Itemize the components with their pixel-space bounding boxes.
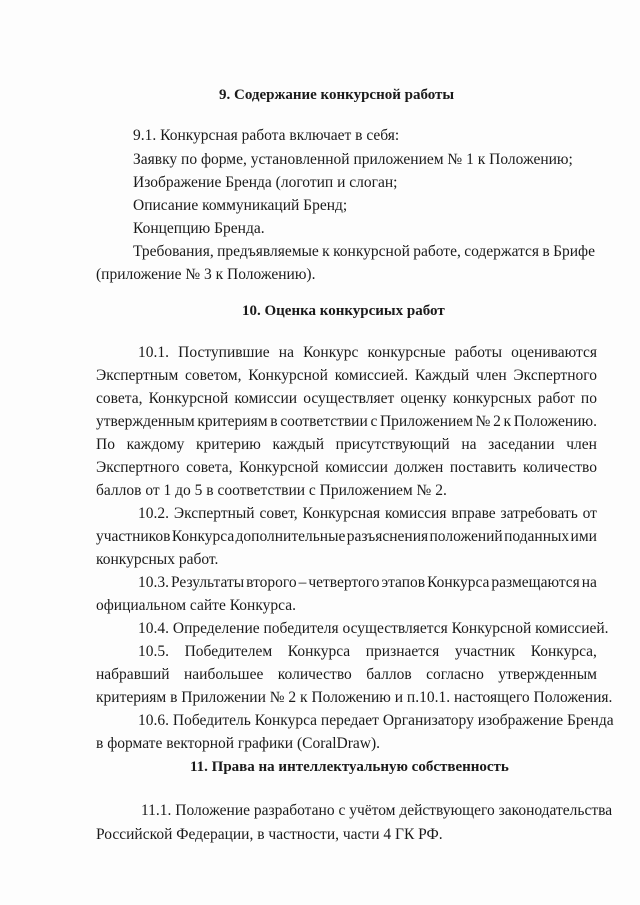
paragraph-10-1-line-4: утвержденным критериям в соответствии с Приложением № 2 к Положению.: [96, 413, 597, 430]
paragraph-10-4: 10.4. Определение победителя осуществляется Конкурсной комиссией.: [138, 620, 609, 637]
list-item-application: Заявку по форме, установленной приложением № 1 к Положению;: [133, 151, 573, 168]
paragraph-10-5-line-2: набравший наибольшее количество баллов согласно утвержденным: [96, 666, 597, 683]
paragraph-10-1-line-1: 10.1. Поступившие на Конкурс конкурсные работы оцениваются: [138, 344, 597, 361]
paragraph-10-5-line-1: 10.5. Победителем Конкурса признается участник Конкурса,: [138, 643, 597, 660]
paragraph-10-1-line-7: баллов от 1 до 5 в соответствии с Приложением № 2.: [96, 482, 447, 499]
section-10-heading: 10. Оценка конкурсиых работ: [242, 303, 445, 319]
paragraph-10-2-line-3: конкурсных работ.: [96, 551, 219, 568]
paragraph-11-1-line-1: 11.1. Положение разработано с учётом действующего законодательства: [141, 802, 613, 819]
paragraph-10-5-line-3: критериям в Приложении № 2 к Положению и п.10.1. настоящего Положения.: [96, 689, 613, 706]
paragraph-10-3-line-1: 10.3. Результаты второго – четвертого этапов Конкурса размещаются на: [138, 574, 597, 591]
paragraph-9-1: 9.1. Конкурсная работа включает в себя:: [133, 127, 400, 144]
paragraph-10-1-line-6: Экспертного совета, Конкурсной комиссии должен поставить количество: [96, 459, 597, 476]
list-item-brand-communications: Описание коммуникаций Бренд;: [133, 197, 348, 214]
paragraph-10-2-line-2: участников Конкурса дополнительные разъяснения положений поданных ими: [96, 528, 597, 545]
paragraph-11-1-line-2: Российской Федерации, в частности, части 4 ГК РФ.: [96, 826, 443, 843]
section-11-heading: 11. Права на интеллектуальную собственность: [190, 759, 509, 775]
list-item-brand-concept: Концепцию Бренда.: [133, 220, 265, 237]
section-9-heading: 9. Содержание конкурсной работы: [219, 87, 455, 103]
requirements-line-end: (приложение № 3 к Положению).: [96, 266, 316, 283]
paragraph-10-2-line-1: 10.2. Экспертный совет, Конкурсная комиссия вправе затребовать от: [138, 505, 597, 522]
paragraph-10-1-line-2: Экспертным советом, Конкурсной комиссией. Каждый член Экспертного: [96, 367, 597, 384]
paragraph-10-3-line-2: официальном сайте Конкурса.: [96, 597, 296, 614]
list-item-brand-image: Изображение Бренда (логотип и слоган;: [133, 174, 398, 191]
paragraph-10-6-line-2: в формате векторной графики (CoralDraw).: [96, 735, 381, 752]
paragraph-10-1-line-3: совета, Конкурсной комиссии осуществляет оценку конкурсных работ по: [96, 390, 597, 407]
requirements-line: Требования, предъявляемые к конкурсной работе, содержатся в Брифе: [133, 243, 595, 260]
paragraph-10-6-line-1: 10.6. Победитель Конкурса передает Организатору изображение Бренда: [138, 712, 614, 729]
paragraph-10-1-line-5: По каждому критерию каждый присутствующий на заседании член: [96, 436, 597, 453]
